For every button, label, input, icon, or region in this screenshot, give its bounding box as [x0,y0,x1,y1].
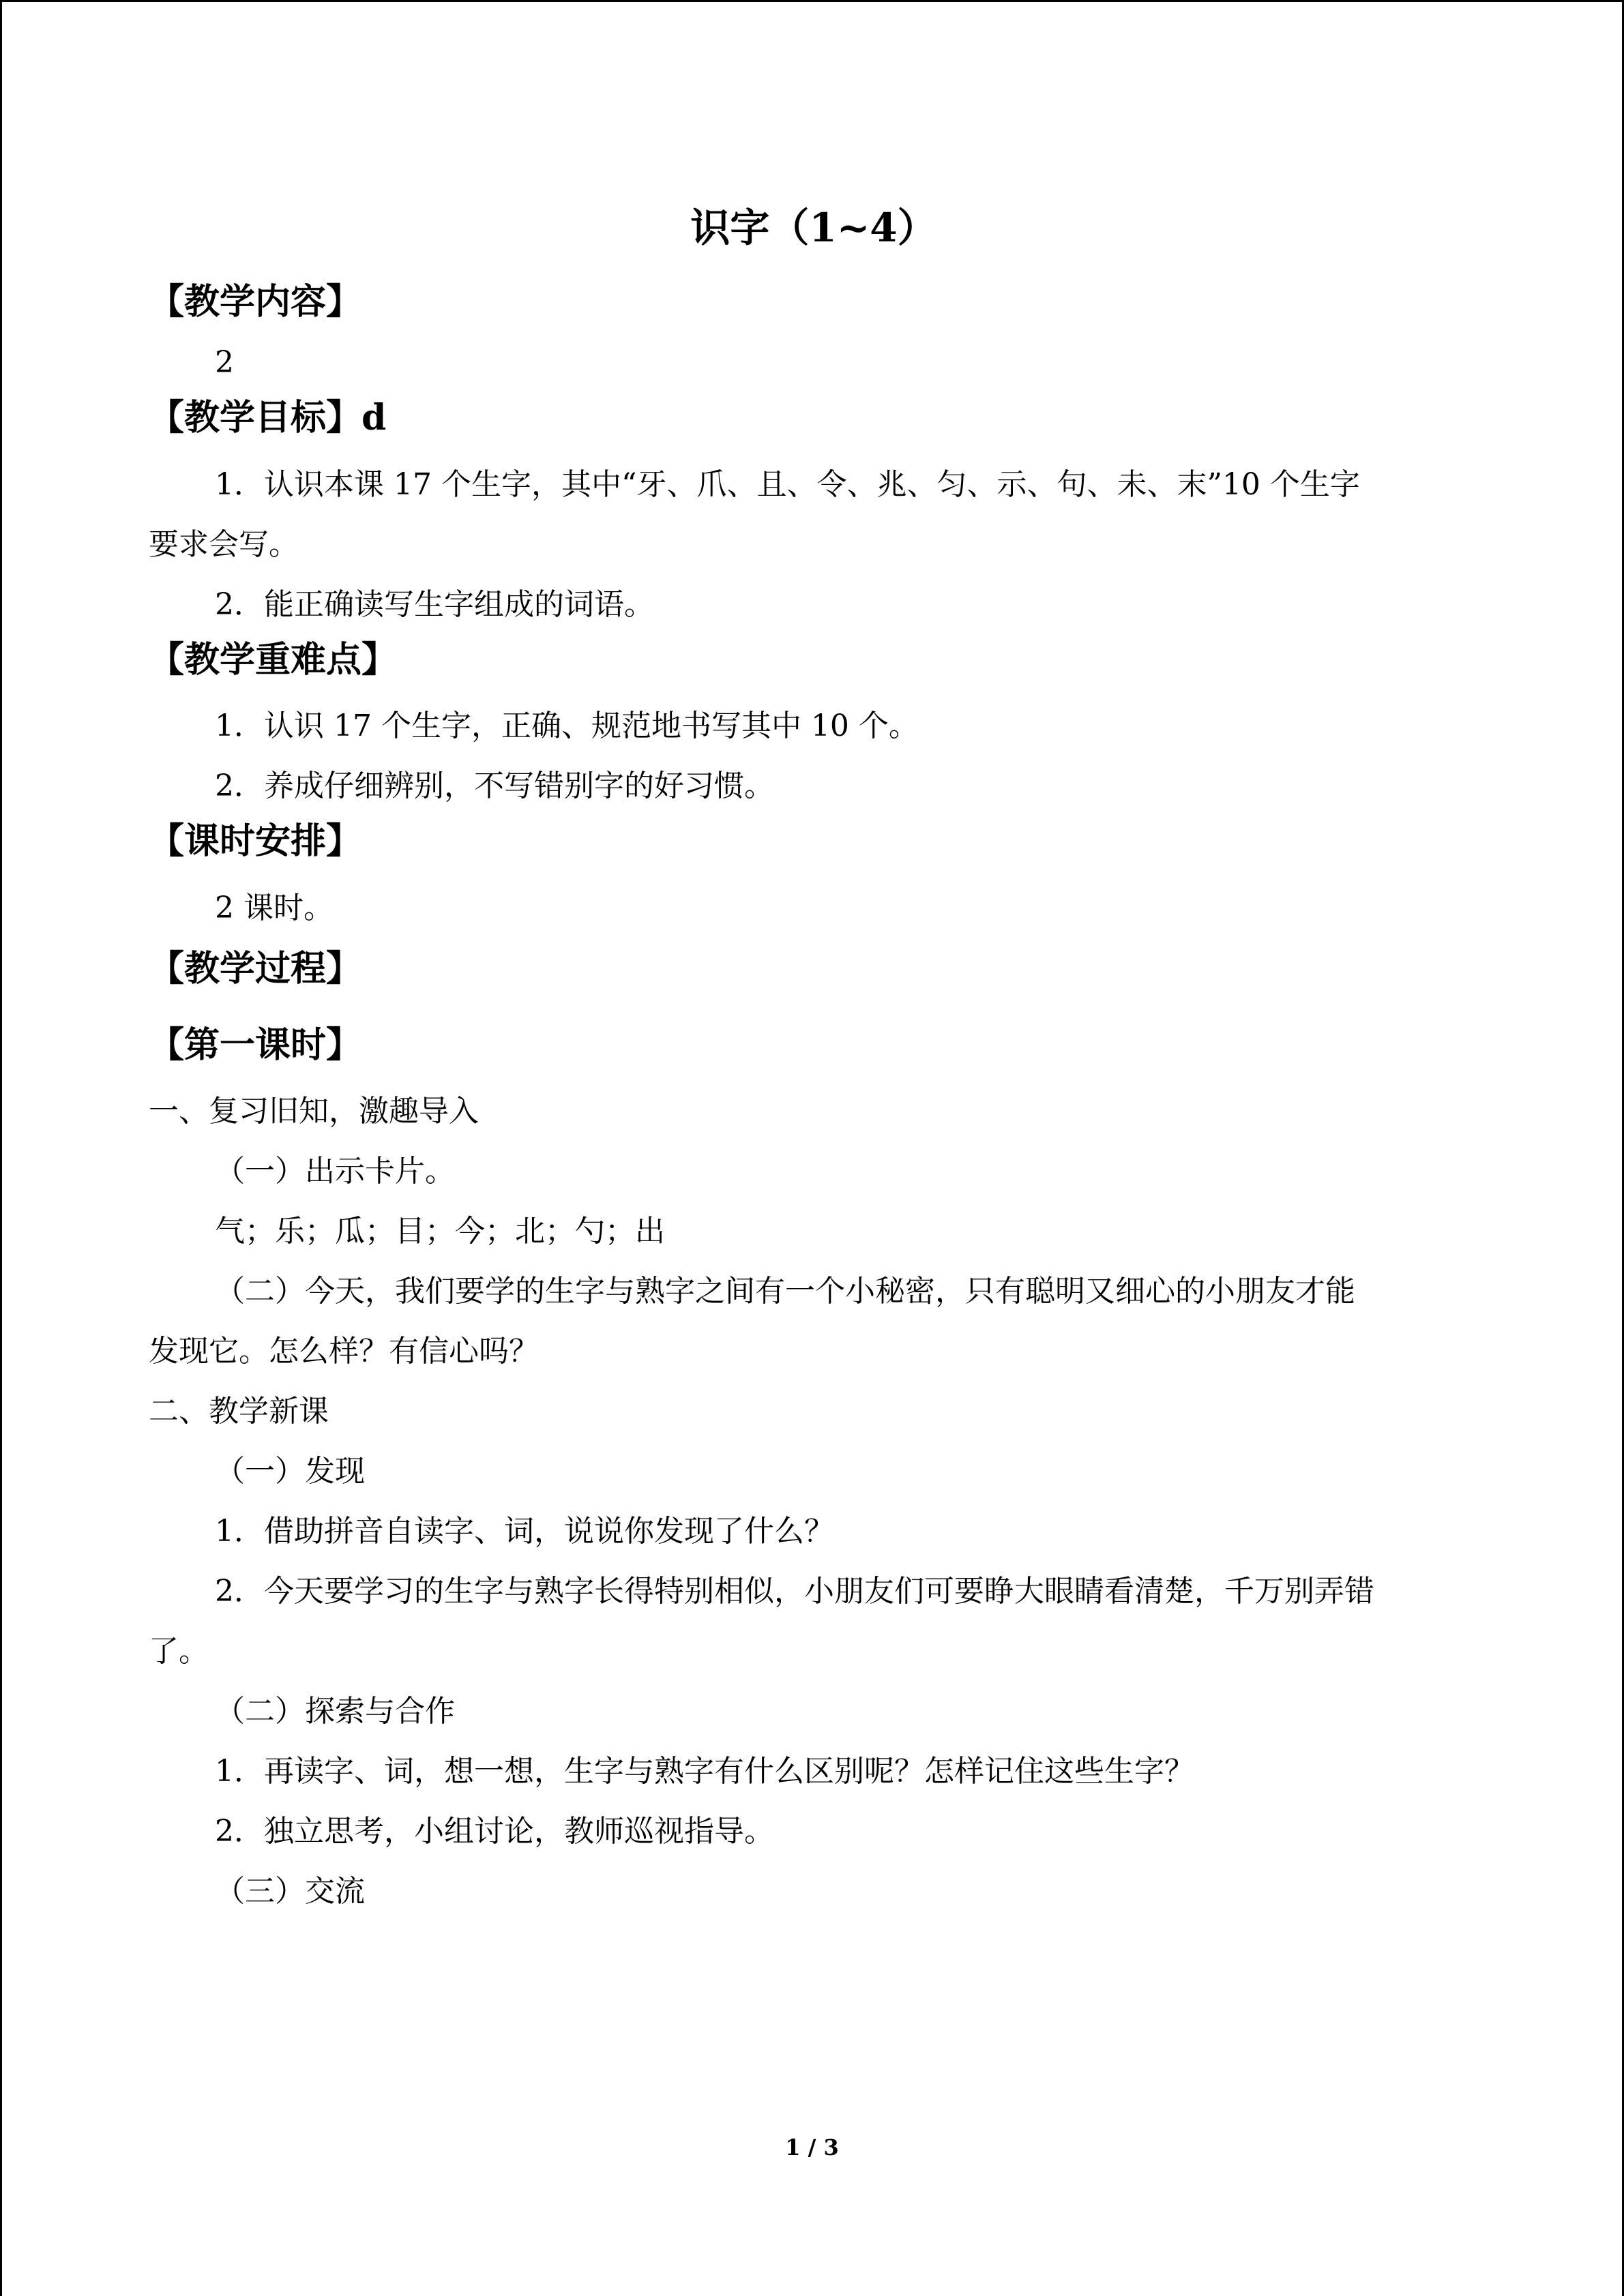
step-2-a-2-line1: 2．今天要学习的生字与熟字长得特别相似，小朋友们可要睁大眼睛看清楚，千万别弄错 [215,1574,1374,1609]
page-left-border [0,0,2,2296]
step-2-title: 二、教学新课 [149,1394,329,1429]
teaching-content-text: 2 [215,345,234,381]
page-number: 1 / 3 [785,2134,839,2160]
schedule-text: 2 课时。 [215,890,334,925]
keypoint-1: 1．认识 17 个生字，正确、规范地书写其中 10 个。 [215,709,919,744]
step-2-a-2-line2: 了。 [149,1634,209,1669]
document-title: 识字（1~4） [690,205,937,251]
goal-1-line1: 1．认识本课 17 个生字，其中“牙、爪、且、令、兆、匀、示、句、未、末”10 个生字 [215,466,1360,502]
step-1-b-line2: 发现它。怎么样？有信心吗？ [149,1334,539,1369]
step-2-a: （一）发现 [215,1454,365,1489]
step-1-title: 一、复习旧知，激趣导入 [149,1094,479,1129]
step-1-b-line1: （二）今天，我们要学的生字与熟字之间有一个小秘密，只有聪明又细心的小朋友才能 [215,1274,1355,1309]
heading-teaching-process: 【教学过程】 [149,947,362,989]
step-1-a: （一）出示卡片。 [215,1154,455,1189]
document-body [149,205,1479,1922]
step-2-c: （三）交流 [215,1874,365,1909]
keypoint-2: 2．养成仔细辨别，不写错别字的好习惯。 [215,769,774,804]
step-2-b-2: 2．独立思考，小组讨论，教师巡视指导。 [215,1814,774,1849]
step-2-a-1: 1．借助拼音自读字、词，说说你发现了什么？ [215,1514,834,1549]
heading-key-points: 【教学重难点】 [149,638,398,681]
step-2-b: （二）探索与合作 [215,1694,455,1729]
heading-teaching-goals: 【教学目标】d [149,397,387,439]
step-1-cards: 气；乐；瓜；目；今；北；勺；出 [215,1214,665,1249]
page-top-border [0,0,1624,2]
heading-schedule: 【课时安排】 [149,820,362,863]
step-2-b-1: 1．再读字、词，想一想，生字与熟字有什么区别呢？怎样记住这些生字？ [215,1754,1194,1789]
heading-lesson-1: 【第一课时】 [149,1024,362,1066]
goal-2: 2．能正确读写生字组成的词语。 [215,586,654,622]
heading-teaching-content: 【教学内容】 [149,281,362,323]
goal-1-line2: 要求会写。 [149,526,299,562]
